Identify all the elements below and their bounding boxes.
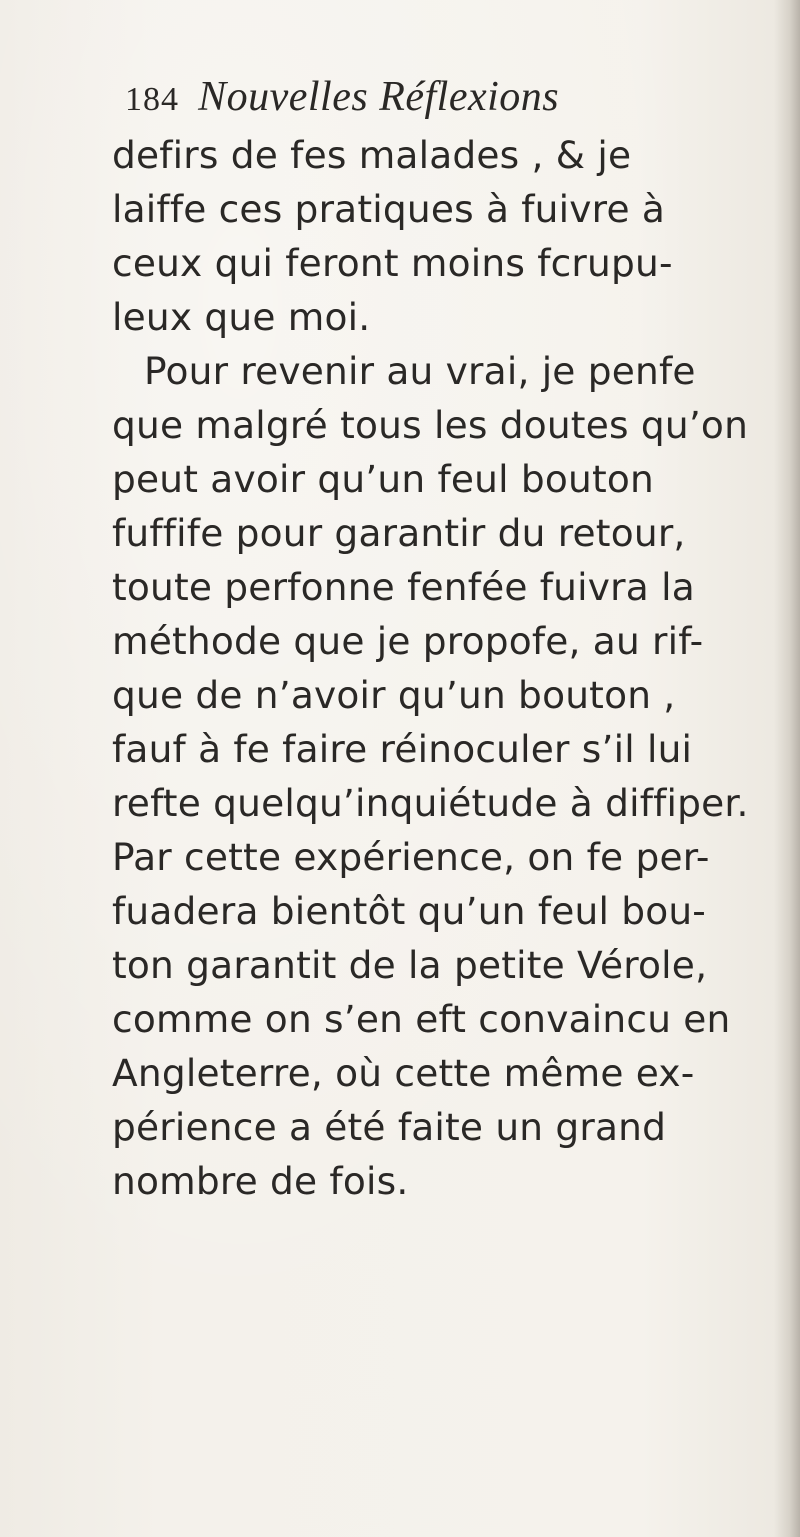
paragraph-start-line: Pour revenir au vrai, je penfe (144, 349, 696, 393)
text-line: nombre de fois. (112, 1159, 409, 1203)
text-line: ceux qui feront moins fcrupu- (112, 241, 673, 285)
text-line: leux que moi. (112, 295, 371, 339)
text-line: refte quelqu’inquiétude à diffiper. (112, 781, 749, 825)
page-header (125, 72, 559, 122)
page-edge-shadow (774, 0, 800, 1537)
text-line: périence a été faite un grand (112, 1105, 667, 1149)
text-line: méthode que je propofe, au rif- (112, 619, 704, 663)
text-line: defirs de fes malades , & je (112, 133, 632, 177)
body-text (112, 128, 772, 1208)
text-line: Par cette expérience, on fe per- (112, 835, 710, 879)
running-title: Nouvelles Réflexions (198, 74, 560, 120)
text-line: peut avoir qu’un feul bouton (112, 457, 654, 501)
text-line: que de n’avoir qu’un bouton , (112, 673, 676, 717)
text-line: toute perfonne fenfée fuivra la (112, 565, 695, 609)
text-line: que malgré tous les doutes qu’on (112, 403, 749, 447)
text-line: ton garantit de la petite Vérole, (112, 943, 708, 987)
text-line: fuadera bientôt qu’un feul bou- (112, 889, 707, 933)
text-line: fuffife pour garantir du retour, (112, 511, 686, 555)
text-line: laiffe ces pratiques à fuivre à (112, 187, 666, 231)
page-number: 184 (125, 81, 179, 118)
text-line: fauf à fe faire réinoculer s’il lui (112, 727, 693, 771)
text-line: comme on s’en eft convaincu en (112, 997, 731, 1041)
text-line: Angleterre, où cette même ex- (112, 1051, 695, 1095)
